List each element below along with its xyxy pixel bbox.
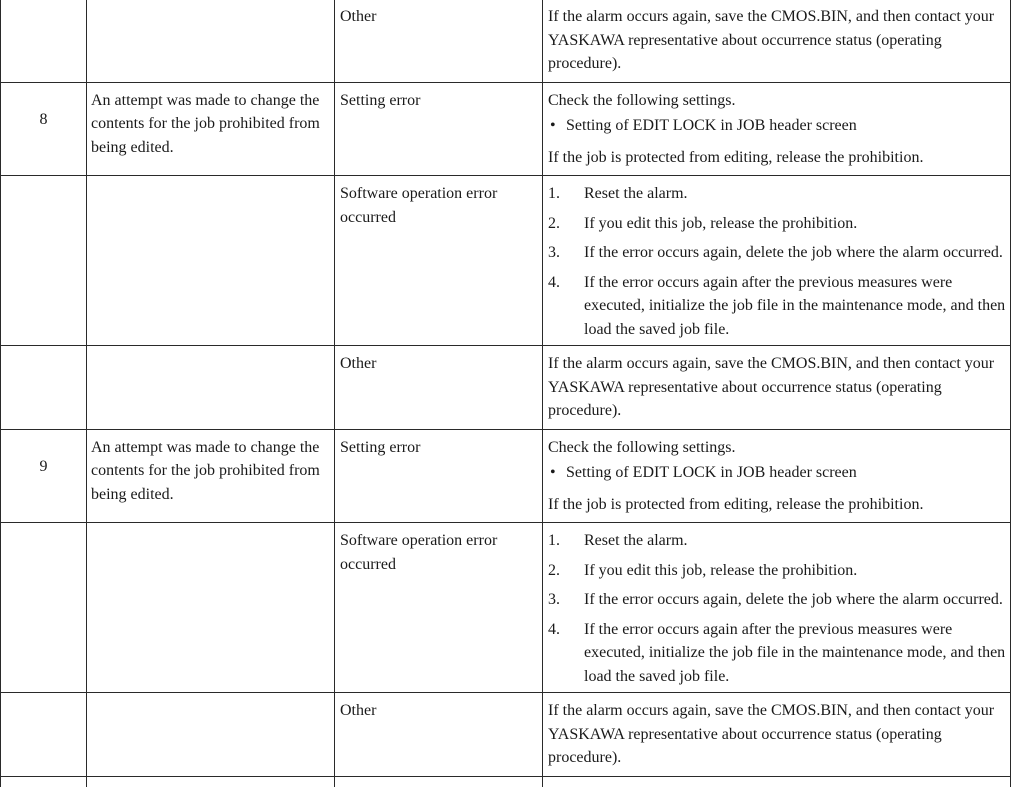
cause-text: Software operation error occurred (340, 532, 498, 573)
remedy-text: Check the following settings. (548, 438, 736, 456)
remedy-step (548, 241, 1006, 265)
remedy-step (548, 559, 1006, 583)
cause-text: Other (340, 702, 377, 719)
remedy-step (548, 588, 1006, 612)
alarm-description (87, 523, 334, 529)
cause-text: Other (340, 355, 377, 372)
step-text: If the error occurs again, delete the job where the alarm occurred. (584, 244, 1003, 261)
table-row (1, 82, 1011, 176)
remedy-text: If the job is protected from editing, release the prohibition. (548, 148, 924, 166)
alarm-description-cell (87, 693, 335, 777)
cause-cell (335, 0, 543, 82)
remedy-text: If the alarm occurs again, save the CMOS.BIN, and then contact your YASKAWA representative about occurrence status (operating procedure). (548, 355, 995, 419)
remedy-content (543, 0, 1010, 82)
alarm-description-cell (87, 429, 335, 523)
remedy-text: Check the following settings. (548, 91, 736, 109)
table-body (1, 0, 1011, 787)
cause-cell (335, 346, 543, 430)
remedy-steps-list (548, 182, 1006, 341)
alarm-number (1, 693, 86, 718)
alarm-description: An attempt was made to change the contents for the job prohibited from being edited. (91, 438, 320, 503)
step-number: 2. (548, 561, 560, 579)
remedy-step (548, 529, 1006, 553)
remedy-cell (543, 693, 1011, 777)
remedy-steps-list (548, 529, 1006, 688)
remedy-step (548, 618, 1006, 689)
cause-text: Other (340, 8, 377, 25)
alarm-number-cell (1, 176, 87, 346)
step-text: If the error occurs again, delete the job where the alarm occurred. (584, 591, 1003, 608)
cause-text: Software operation error occurred (340, 185, 498, 226)
cause-cell (335, 176, 543, 346)
alarm-number-cell (1, 346, 87, 430)
remedy-cell (543, 523, 1011, 693)
alarm-description: An attempt was made to change the contents for the job prohibited from being edited. (91, 91, 320, 156)
step-text: If the error occurs again after the previous measures were executed, initialize the job file in the maintenance mode, and then load the saved job file. (584, 273, 1006, 338)
alarm-description-cell (87, 176, 335, 346)
step-text: Reset the alarm. (584, 185, 688, 202)
remedy-content (543, 523, 1010, 692)
alarm-number (1, 523, 86, 548)
remedy-text: If the alarm occurs again, save the CMOS.BIN, and then contact your YASKAWA representative about occurrence status (operating procedure). (548, 8, 995, 72)
table-row (1, 523, 1011, 693)
remedy-content (543, 176, 1010, 345)
table-row (1, 176, 1011, 346)
cause-cell (335, 693, 543, 777)
alarm-number-cell (1, 523, 87, 693)
cause-cell (335, 82, 543, 176)
cause-cell (335, 429, 543, 523)
alarm-number: 8 (39, 110, 48, 128)
table-row (1, 429, 1011, 523)
remedy-step (548, 182, 1006, 206)
empty-cell (335, 776, 543, 787)
cause-text: Setting error (340, 91, 421, 109)
remedy-cell (543, 346, 1011, 430)
step-number: 4. (548, 273, 560, 291)
remedy-cell (543, 0, 1011, 82)
alarm-number (1, 346, 86, 371)
alarm-description-cell (87, 346, 335, 430)
remedy-text: If the job is protected from editing, release the prohibition. (548, 495, 924, 513)
remedy-text: If the alarm occurs again, save the CMOS.BIN, and then contact your YASKAWA representative about occurrence status (operating procedure). (548, 702, 995, 766)
alarm-number (1, 0, 86, 24)
remedy-bullet-item: • Setting of EDIT LOCK in JOB header screen (548, 461, 1006, 487)
table-row-continuation (1, 776, 1011, 787)
step-text: Reset the alarm. (584, 532, 688, 549)
remedy-cell (543, 429, 1011, 523)
alarm-number-cell (1, 429, 87, 523)
step-text: If you edit this job, release the prohibition. (584, 561, 858, 579)
remedy-content (543, 693, 1010, 776)
alarm-description-cell (87, 82, 335, 176)
remedy-cell (543, 82, 1011, 176)
remedy-step (548, 271, 1006, 342)
alarm-number-cell (1, 693, 87, 777)
alarm-number (1, 176, 86, 201)
remedy-step (548, 212, 1006, 236)
alarm-description (87, 176, 334, 182)
table-row (1, 693, 1011, 777)
remedy-content (543, 346, 1010, 429)
step-number: 1. (548, 185, 560, 202)
empty-cell (543, 776, 1011, 787)
step-number: 2. (548, 214, 560, 232)
alarm-description-cell (87, 0, 335, 82)
step-number: 3. (548, 591, 560, 608)
alarm-description (87, 346, 334, 352)
remedy-cell (543, 176, 1011, 346)
alarm-number-cell (1, 82, 87, 176)
empty-cell (1, 776, 87, 787)
cause-cell (335, 523, 543, 693)
remedy-content (543, 83, 1010, 176)
table-row (1, 0, 1011, 82)
remedy-content (543, 430, 1010, 523)
step-text: If you edit this job, release the prohibition. (584, 214, 858, 232)
alarm-number-cell (1, 0, 87, 82)
alarm-number: 9 (39, 457, 48, 475)
step-number: 4. (548, 620, 560, 638)
remedy-bullet-item: • Setting of EDIT LOCK in JOB header screen (548, 114, 1006, 140)
step-number: 3. (548, 244, 560, 261)
alarm-description-cell (87, 523, 335, 693)
alarm-description (87, 693, 334, 699)
cause-text: Setting error (340, 438, 421, 456)
alarm-description (87, 0, 334, 5)
step-text: If the error occurs again after the previous measures were executed, initialize the job file in the maintenance mode, and then load the saved job file. (584, 620, 1006, 685)
empty-cell (87, 776, 335, 787)
step-number: 1. (548, 532, 560, 549)
table-row (1, 346, 1011, 430)
